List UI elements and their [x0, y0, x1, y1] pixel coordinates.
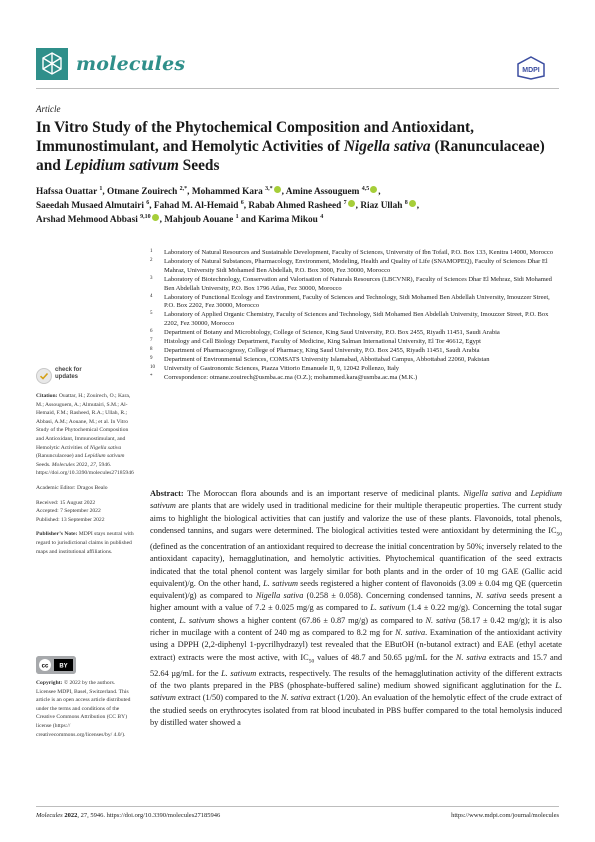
affiliation-item — [150, 249, 562, 258]
affiliation-text: Laboratory of Natural Substances, Pharmacology, Environment, Modeling, Health and Quality of Life (SNAMOPEQ), Faculty of Sciences Dhar El Mahraz, University Sidi Mohamed Ben Abdellah, P.O. Box 3000, Fez 30000, Morocco — [164, 257, 548, 274]
abstract: Abstract: The Moroccan flora abounds and is an important reserve of medicinal plants. Nigella sativa and Lepidium sativum are plants that are widely used in traditional medicine for their multiple therapeutic properties. The current study aims to highlight the biological activities that can justify and valorize the use of these plants. Flavonoids, total phenols, condensed tannins, and sugars were determined. The biological activities tested were antioxidant by determining the $IC_{50}$ (defined as the concentration of an antioxidant required to decrease the initial concentration by 50%; inversely related to the antioxidant capacity), hemagglutination, and hemolytic activities. Phytochemical quantification of the seed extracts indicated that the total phenol content was largely similar for both plants and in the order of 10 mg GAE (Gallic acid equivalent)/g. On the other hand, L. sativum seeds registered a higher content of flavonoids (3.09 ± 0.04 mg QE (quercetin equivalent)/g) as compared to Nigella sativa (0.258 ± 0.058). Concerning condensed tannins, N. sativa seeds present a higher amount with a value of 7.2 ± 0.025 mg/g as compared to L. sativum (1.4 ± 0.22 mg/g). Concerning the total sugar content, L. sativum shows a higher content (67.86 ± 0.87 mg/g) as compared to N. sativa (58.17 ± 0.42 mg/g); it is also richer in mucilage with a content of 240 mg as compared to 8.2 mg for N. sativa. Examination of the antioxidant activity using a DPPH (2,2-diphenyl 1-pycrilhydrazyl) test revealed that the EButOH (n-butanol extract) and EAE (ethyl acetate extract) extracts were the most active, with $IC_{50}$ values of 48.7 and 50.65 µg/mL for the N. sativa extracts and 15.7 and 52.64 µg/mL for the L. sativum extracts, respectively. The results of the hemagglutination activity of the different extracts of the two plants prepared in the PBS (phosphate-buffered saline) medium showed significant agglutination for the L. sativum extract (1/50) compared to the N. sativa extract (1/20). An evaluation of the hemolytic effect of the crude extract of the studied seeds on erythrocytes isolated from rat blood incubated in PBS buffer compared to the total hemolysis induced by distilled water showed a — [150, 489, 562, 727]
author-list: Hafssa Ouattar $^1$, Otmane Zouirech $^{2,*}$, Mohammed Kara $^{3,*}$ , Amine Assouguem $^{4,5}$ , Saeedah Musaed Almutairi $^6$, Fahad M. Al-Hemaid $^6$, Rabab Ahmed Rasheed $^7$ , Riaz Ullah $^8$ , Arshad Mehmood Abbasi $^{9,10}$ , Mahjoub Aouane $^1$ and Karima Mikou $^4$ — [36, 185, 420, 226]
affiliation-text: Laboratory of Biotechnology, Conservation and Valorisation of Naturals Resources (LBCVNR), Faculty of Sciences Dhar El Mehraz, Sidi Mohamed Ben Abdellah University, P.O. Box 1796 Atlas, Fez 30000, Morocco — [164, 275, 552, 292]
affiliation-number: 10 — [150, 364, 155, 370]
affiliation-number: 8 — [150, 346, 153, 352]
affiliation-text: Histology and Cell Biology Department, Faculty of Medicine, King Salman International University, El Tor 46612, Egypt — [164, 338, 481, 346]
article-info-sidebar — [36, 392, 136, 562]
affiliation-number: 1 — [150, 249, 153, 254]
affiliation-text: Department of Environmental Sciences, COMSATS University Islamabad, Abbottabad Campus, Abbottabad 22060, Pakistan — [164, 355, 490, 363]
affiliation-item — [150, 294, 562, 312]
academic-editor: Academic Editor: Dragos Bealo — [36, 484, 108, 491]
affiliation-list — [150, 249, 562, 383]
affiliation-number: 7 — [150, 338, 153, 344]
affiliation-text: Department of Pharmacognosy, College of Pharmacy, King Saud University, P.O. Box 2455, Riyadh 11451, Saudi Arabia — [164, 346, 480, 354]
copyright-notice: Copyright: © 2022 by the authors. Licensee MDPI, Basel, Switzerland. This article is an open access article distributed under the terms and conditions of the Creative Commons Attribution (CC BY) license (https:// creativecommons.org/licenses/by/ 4.0/). — [36, 680, 131, 738]
cc-by-license-icon[interactable] — [36, 656, 76, 674]
orcid-icon[interactable] — [274, 186, 281, 193]
publisher-note: Publisher’s Note: MDPI stays neutral with regard to jurisdictional claims in published maps and institutional affiliations. — [36, 531, 134, 555]
journal-name: molecules — [76, 53, 186, 75]
mdpi-logo-icon — [516, 56, 546, 80]
orcid-icon[interactable] — [409, 200, 416, 207]
affiliation-text: Laboratory of Applied Organic Chemistry, Faculty of Sciences and Technology, Sidi Mohamed Ben Abdellah University, Imouzzer Street, P.O. Box 2202, Fez 30000, Morocco — [164, 311, 549, 328]
affiliation-text: Laboratory of Functional Ecology and Environment, Faculty of Sciences and Technology, Sidi Mohamed Ben Abdellah University, Imouzzer Street, P.O. Box 2202, Fez 30000, Morocco — [164, 293, 550, 310]
affiliation-text: Correspondence: otmane.zouirech@usmba.ac.ma (O.Z.); mohammed.kara@usmba.ac.ma (M.K.) — [164, 373, 418, 381]
article-type: Article — [36, 104, 61, 114]
citation-doi-link[interactable]: molecules27185946 — [88, 470, 134, 477]
by-label: BY — [59, 663, 68, 670]
affiliation-number: 5 — [150, 311, 153, 317]
citation: Citation: Ouattar, H.; Zouirech, O.; Kara, M.; Assouguem, A.; Almutairi, S.M.; Al-Hemaid, F.M.; Rasheed, R.A.; Ullah, R.; Abbasi, A.M.; Aouane, M.; et al. In Vitro Study of the Phytochemical Composition and Antioxidant, Immunostimulant, and Hemolytic Activities of Nigella sativa (Ranunculaceae) and Lepidium sativum Seeds. Molecules 2022, 27, 5946. https://doi.org/10.3390/molecules27185946 — [36, 393, 134, 477]
affiliation-item — [150, 258, 562, 276]
affiliation-text: Laboratory of Natural Resources and Sustainable Development, Faculty of Sciences, University of Ibn Tofail, P.O. Box 133, Kenitra 14000, Morocco — [164, 249, 553, 256]
accepted-date: Accepted: 7 September 2022 — [36, 508, 101, 515]
orcid-icon[interactable] — [370, 186, 377, 193]
orcid-icon[interactable] — [348, 200, 355, 207]
affiliation-number: 2 — [150, 257, 153, 263]
affiliation-number: 4 — [150, 293, 153, 299]
cc-label: cc — [41, 663, 49, 670]
affiliation-item — [150, 356, 562, 365]
affiliation-number: * — [150, 373, 153, 379]
published-date: Published: 13 September 2022 — [36, 516, 105, 523]
mdpi-logo-text: MDPI — [522, 67, 540, 74]
affiliation-text: Department of Botany and Microbiology, College of Science, King Saud University, P.O. Box 2455, Riyadh 11451, Saudi Arabia — [164, 329, 500, 337]
header-divider — [36, 88, 559, 89]
affiliation-text: University of Gastronomic Sciences, Piazza Vittorio Emanuele II, 9, 12042 Pollenzo, Italy — [164, 364, 400, 372]
footer-citation: Molecules 2022, 27, 5946. https://doi.org/10.3390/molecules27185946 — [36, 812, 221, 819]
check-updates-icon — [36, 368, 52, 384]
affiliation-number: 6 — [150, 329, 153, 335]
article-title: In Vitro Study of the Phytochemical Composition and Antioxidant, Immunostimulant, and Hemolytic Activities of Nigella sativa (Ranunculaceae) and Lepidium sativum Seeds — [36, 119, 545, 174]
affiliation-item — [150, 329, 562, 338]
affiliation-item — [150, 311, 562, 329]
journal-url-link[interactable]: https://www.mdpi.com/journal/molecules — [451, 812, 559, 819]
orcid-icon[interactable] — [152, 214, 159, 221]
received-date: Received: 15 August 2022 — [36, 499, 96, 506]
affiliation-number: 9 — [150, 355, 153, 361]
affiliation-item — [150, 374, 562, 383]
molecules-logo-icon — [36, 48, 68, 80]
footer-divider — [36, 806, 559, 807]
affiliation-item — [150, 338, 562, 347]
affiliation-number: 3 — [150, 275, 153, 281]
check-updates-label: check for updates — [55, 367, 82, 380]
affiliation-item — [150, 276, 562, 294]
affiliation-item — [150, 365, 562, 374]
affiliation-item — [150, 347, 562, 356]
check-for-updates-button[interactable] — [36, 366, 116, 386]
